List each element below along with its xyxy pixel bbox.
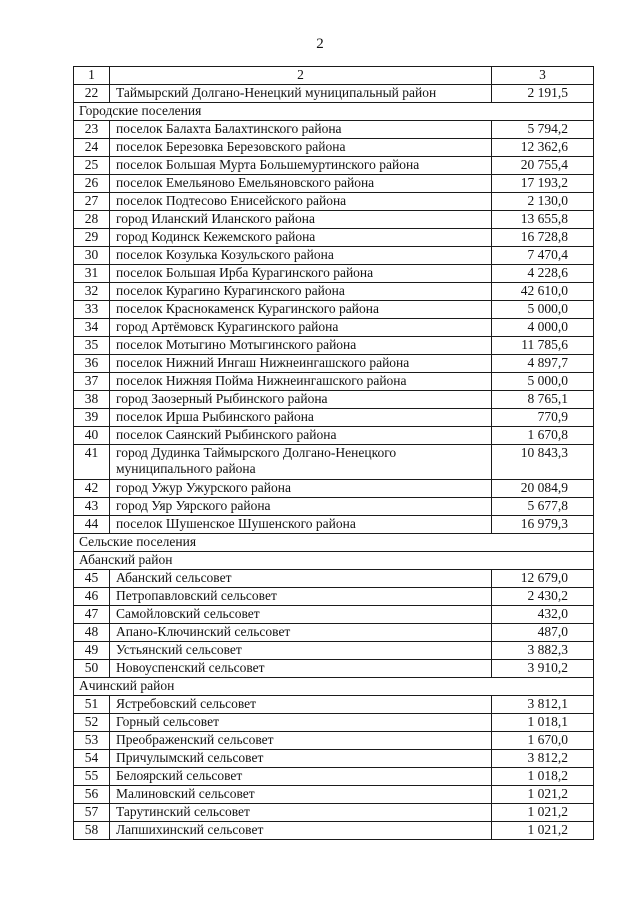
table-header-row	[74, 67, 594, 85]
table-row	[74, 355, 594, 373]
amount-value: 5 000,0	[492, 373, 594, 391]
row-number: 35	[74, 337, 110, 355]
row-number: 38	[74, 391, 110, 409]
settlement-name: поселок Мотыгино Мотыгинского района	[110, 337, 492, 355]
settlement-name: город Кодинск Кежемского района	[110, 229, 492, 247]
row-number: 40	[74, 427, 110, 445]
amount-value: 12 362,6	[492, 139, 594, 157]
amount-value: 770,9	[492, 409, 594, 427]
amount-value: 1 021,2	[492, 786, 594, 804]
row-number: 34	[74, 319, 110, 337]
amount-value: 4 228,6	[492, 265, 594, 283]
settlement-name: Белоярский сельсовет	[110, 768, 492, 786]
table-row	[74, 139, 594, 157]
amount-value: 1 018,1	[492, 714, 594, 732]
row-number: 46	[74, 588, 110, 606]
settlement-name: поселок Балахта Балахтинского района	[110, 121, 492, 139]
settlement-name: поселок Нижний Ингаш Нижнеингашского района	[110, 355, 492, 373]
row-number: 58	[74, 822, 110, 840]
row-number: 50	[74, 660, 110, 678]
row-number: 24	[74, 139, 110, 157]
table-row	[74, 750, 594, 768]
table-row	[74, 373, 594, 391]
table-row	[74, 768, 594, 786]
row-number: 23	[74, 121, 110, 139]
settlement-name: Петропавловский сельсовет	[110, 588, 492, 606]
settlement-name: город Иланский Иланского района	[110, 211, 492, 229]
settlement-name: поселок Саянский Рыбинского района	[110, 427, 492, 445]
row-number: 32	[74, 283, 110, 301]
row-number: 47	[74, 606, 110, 624]
row-number: 52	[74, 714, 110, 732]
table-row	[74, 337, 594, 355]
settlement-name: поселок Березовка Березовского района	[110, 139, 492, 157]
table-row	[74, 498, 594, 516]
amount-value: 5 794,2	[492, 121, 594, 139]
amount-value: 2 191,5	[492, 85, 594, 103]
amount-value: 4 897,7	[492, 355, 594, 373]
row-number: 27	[74, 193, 110, 211]
amount-value: 5 000,0	[492, 301, 594, 319]
table-row	[74, 660, 594, 678]
amount-value: 42 610,0	[492, 283, 594, 301]
table-row	[74, 157, 594, 175]
amount-value: 7 470,4	[492, 247, 594, 265]
amount-value: 5 677,8	[492, 498, 594, 516]
amount-value: 12 679,0	[492, 570, 594, 588]
amount-value: 1 670,8	[492, 427, 594, 445]
table-row	[74, 732, 594, 750]
row-number: 43	[74, 498, 110, 516]
amount-value: 487,0	[492, 624, 594, 642]
table-row	[74, 570, 594, 588]
section-label: Ачинский район	[74, 678, 594, 696]
settlement-name: Устьянский сельсовет	[110, 642, 492, 660]
settlement-name: поселок Подтесово Енисейского района	[110, 193, 492, 211]
column-header-1: 1	[74, 67, 110, 85]
amount-value: 3 882,3	[492, 642, 594, 660]
table-row	[74, 193, 594, 211]
table-row	[74, 696, 594, 714]
table-row	[74, 606, 594, 624]
page-number: 2	[316, 36, 324, 52]
amount-value: 3 910,2	[492, 660, 594, 678]
table-row	[74, 804, 594, 822]
table-row	[74, 445, 594, 480]
row-number: 41	[74, 445, 110, 480]
row-number: 45	[74, 570, 110, 588]
settlement-name: город Заозерный Рыбинского района	[110, 391, 492, 409]
table-row	[74, 247, 594, 265]
row-number: 39	[74, 409, 110, 427]
amount-value: 16 728,8	[492, 229, 594, 247]
row-number: 25	[74, 157, 110, 175]
amount-value: 20 755,4	[492, 157, 594, 175]
table-row	[74, 427, 594, 445]
table-row	[74, 283, 594, 301]
budget-table	[73, 66, 594, 840]
table-row	[74, 588, 594, 606]
settlement-name: Абанский сельсовет	[110, 570, 492, 588]
row-number: 31	[74, 265, 110, 283]
section-label: Абанский район	[74, 552, 594, 570]
amount-value: 10 843,3	[492, 445, 594, 480]
amount-value: 8 765,1	[492, 391, 594, 409]
table-row	[74, 175, 594, 193]
amount-value: 1 021,2	[492, 804, 594, 822]
row-number: 42	[74, 480, 110, 498]
section-header-row	[74, 103, 594, 121]
settlement-name: Тарутинский сельсовет	[110, 804, 492, 822]
amount-value: 11 785,6	[492, 337, 594, 355]
table-row	[74, 516, 594, 534]
row-number: 36	[74, 355, 110, 373]
row-number: 37	[74, 373, 110, 391]
table-row	[74, 409, 594, 427]
row-number: 49	[74, 642, 110, 660]
settlement-name: Причулымский сельсовет	[110, 750, 492, 768]
amount-value: 432,0	[492, 606, 594, 624]
section-header-row	[74, 552, 594, 570]
table-row	[74, 624, 594, 642]
settlement-name: поселок Ирша Рыбинского района	[110, 409, 492, 427]
table-row	[74, 391, 594, 409]
table-row	[74, 786, 594, 804]
settlement-name: Лапшихинский сельсовет	[110, 822, 492, 840]
amount-value: 2 130,0	[492, 193, 594, 211]
table-row	[74, 319, 594, 337]
settlement-name: поселок Курагино Курагинского района	[110, 283, 492, 301]
amount-value: 1 021,2	[492, 822, 594, 840]
settlement-name: поселок Краснокаменск Курагинского района	[110, 301, 492, 319]
column-header-2: 2	[110, 67, 492, 85]
amount-value: 16 979,3	[492, 516, 594, 534]
table-body	[74, 85, 594, 840]
column-header-3: 3	[492, 67, 594, 85]
section-header-row	[74, 534, 594, 552]
settlement-name: Самойловский сельсовет	[110, 606, 492, 624]
amount-value: 3 812,1	[492, 696, 594, 714]
row-number: 26	[74, 175, 110, 193]
table-row	[74, 642, 594, 660]
settlement-name: Новоуспенский сельсовет	[110, 660, 492, 678]
settlement-name: город Ужур Ужурского района	[110, 480, 492, 498]
settlement-name: поселок Козулька Козульского района	[110, 247, 492, 265]
settlement-name: поселок Емельяново Емельяновского района	[110, 175, 492, 193]
section-header-row	[74, 678, 594, 696]
row-number: 29	[74, 229, 110, 247]
settlement-name: Ястребовский сельсовет	[110, 696, 492, 714]
amount-value: 1 018,2	[492, 768, 594, 786]
row-number: 51	[74, 696, 110, 714]
settlement-name: город Уяр Уярского района	[110, 498, 492, 516]
settlement-name: Преображенский сельсовет	[110, 732, 492, 750]
table-row	[74, 229, 594, 247]
amount-value: 4 000,0	[492, 319, 594, 337]
amount-value: 3 812,2	[492, 750, 594, 768]
table-row	[74, 211, 594, 229]
table-row	[74, 714, 594, 732]
row-number: 22	[74, 85, 110, 103]
amount-value: 17 193,2	[492, 175, 594, 193]
table-row	[74, 301, 594, 319]
table-row	[74, 822, 594, 840]
settlement-name: Малиновский сельсовет	[110, 786, 492, 804]
table-row	[74, 265, 594, 283]
row-number: 56	[74, 786, 110, 804]
table-row	[74, 85, 594, 103]
settlement-name: город Дудинка Таймырского Долгано-Ненецкого муниципального района	[110, 445, 492, 480]
amount-value: 2 430,2	[492, 588, 594, 606]
row-number: 54	[74, 750, 110, 768]
section-label: Сельские поселения	[74, 534, 594, 552]
table-row	[74, 121, 594, 139]
settlement-name: поселок Шушенское Шушенского района	[110, 516, 492, 534]
row-number: 57	[74, 804, 110, 822]
amount-value: 1 670,0	[492, 732, 594, 750]
row-number: 33	[74, 301, 110, 319]
row-number: 30	[74, 247, 110, 265]
table-row	[74, 480, 594, 498]
row-number: 44	[74, 516, 110, 534]
settlement-name: город Артёмовск Курагинского района	[110, 319, 492, 337]
settlement-name: Горный сельсовет	[110, 714, 492, 732]
row-number: 55	[74, 768, 110, 786]
settlement-name: поселок Большая Ирба Курагинского района	[110, 265, 492, 283]
amount-value: 13 655,8	[492, 211, 594, 229]
settlement-name: поселок Нижняя Пойма Нижнеингашского района	[110, 373, 492, 391]
settlement-name: Апано-Ключинский сельсовет	[110, 624, 492, 642]
row-number: 48	[74, 624, 110, 642]
settlement-name: Таймырский Долгано-Ненецкий муниципальный район	[110, 85, 492, 103]
row-number: 28	[74, 211, 110, 229]
amount-value: 20 084,9	[492, 480, 594, 498]
row-number: 53	[74, 732, 110, 750]
section-label: Городские поселения	[74, 103, 594, 121]
settlement-name: поселок Большая Мурта Большемуртинского района	[110, 157, 492, 175]
